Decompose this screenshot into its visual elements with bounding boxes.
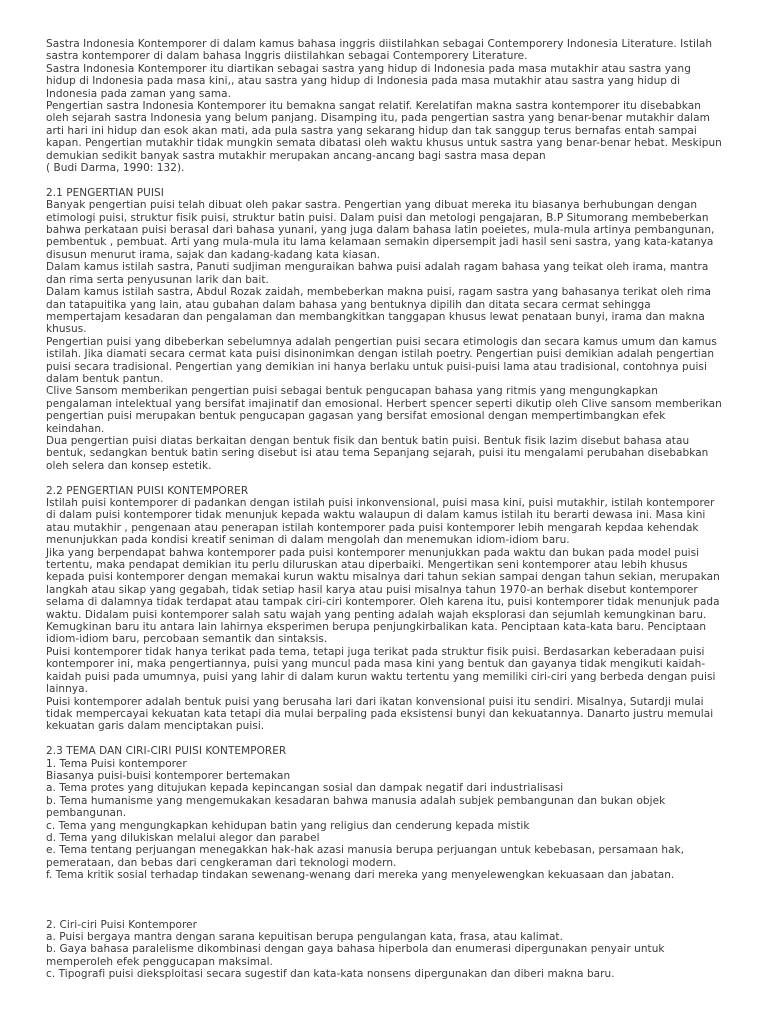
list-item: e. Tema tentang perjuangan menegakkan hak-hak azasi manusia berupa perjuangan untuk kebebasan, persamaan hak, pemerataan, dan bebas dari cengkeraman dari teknologi modern. [46, 844, 685, 869]
spacer [46, 882, 724, 919]
list-item: d. Tema yang dilukiskan melalui alegor dan parabel [46, 831, 320, 844]
section-paragraph: Banyak pengertian puisi telah dibuat oleh pakar sastra. Pengertian yang dibuat mereka itu biasanya berhubungan dengan etimologi puisi, struktur fisik puisi, struktur batin puisi. Dalam puisi dan metologi pengajaran, B.P Situmorang membeberkan bahwa perkataan puisi berasal dari bahasa yunani, yang juga dalam bahasa latin poeietes, mula-mula artinya pembangunan, pembentuk , pembuat. Arti yang mula-mula itu lama kelamaan semakin dipersempit jadi hasil seni sastra, yang kata-katanya disusun menurut irama, sajak dan kadang-kadang kata kiasan. [46, 199, 715, 261]
list-item: c. Tipografi puisi dieksploitasi secara sugestif dan kata-kata nonsens dipergunakan dan diberi makna baru. [46, 968, 615, 981]
intro-paragraph: Sastra Indonesia Kontemporer di dalam kamus bahasa inggris diistilahkan sebagai Contemporery Indonesia Literature. Istilah sastra kontemporer di dalam bahasa Inggris diistilahkan sebagai Contemporery Literature. [46, 38, 713, 63]
section-ciri-ciri [46, 919, 724, 981]
list-item: a. Tema protes yang ditujukan kepada kepincangan sosial dan dampak negatif dari industrialisasi [46, 782, 564, 795]
intro-block [46, 38, 724, 174]
document-page [46, 38, 724, 981]
section-paragraph: Jika yang berpendapat bahwa kontemporer pada puisi kontemporer menunjukkan pada waktu dan bukan pada model puisi tertentu, maka pendapat demikian itu perlu diluruskan atau diperbaiki. Mengertikan seni kontemporer atau lebih khusus kepada puisi kontemporer dengan memakai kurun waktu misalnya dari tahun sekian sampai dengan tahun sekian, merupakan langkah atau sikap yang gegabah, tidak setiap hasil karya atau puisi misalnya tahun 1970-an berhak disebut kontemporer selama di dalamnya tidak terdapat atau tampak ciri-ciri kontemporer. Oleh karena itu, puisi kontemporer tidak menunjuk pada waktu. Didalam puisi kontemporer salah satu wajah yang penting adalah wajah eksplorasi dan sejumlah kemungkinan baru. Kemugkinan baru itu antara lain lahirnya eksperimen berupa penjungkirbalikan kata. Penciptaan kata-kata baru. Penciptaan idiom-idiom baru, percobaan semantik dan sintaksis. [46, 546, 720, 646]
citation: ( Budi Darma, 1990: 132). [46, 162, 185, 175]
section-paragraph: Puisi kontemporer adalah bentuk puisi yang berusaha lari dari ikatan konvensional puisi itu sendiri. Misalnya, Sutardji mulai tidak mempercayai kekuatan kata tetapi dia mulai berpaling pada eksistensi bunyi dan kekuatannya. Danarto justru memulai kekuatan garis dalam menciptakan puisi. [46, 695, 714, 733]
section-paragraph: Dalam kamus istilah sastra, Panuti sudjiman menguraikan bahwa puisi adalah ragam bahasa yang teikat oleh irama, mantra dan rima serta penyusunan larik dan bait. [46, 261, 709, 286]
section-paragraph: Clive Sansom memberikan pengertian puisi sebagai bentuk pengucapan bahasa yang ritmis yang mengungkapkan pengalaman intelektual yang bersifat imajinatif dan emosional. Herbert spencer seperti dikutip oleh Clive sansom memberikan pengertian puisi merupakan bentuk pengucapan gagasan yang bersifat emosional dengan mempertimbangkan efek keindahan. [46, 385, 722, 435]
list-item: Biasanya puisi-buisi kontemporer bertemakan [46, 769, 291, 782]
section-heading-tema-ciri: 2.3 TEMA DAN CIRI-CIRI PUISI KONTEMPORER [46, 745, 287, 758]
section-paragraph: Dalam kamus istilah sastra, Abdul Rozak zaidah, membeberkan makna puisi, ragam sastra yang bahasanya terikat oleh rima dan tatapuitika yang lain, atau gubahan dalam bahasa yang bentuknya dipilih dan ditata secara cermat sehingga mempertajam kesadaran dan pengalaman dan membangkitkan tanggapan khusus lewat penataan bunyi, irama dan makna khusus. [46, 286, 711, 336]
section-heading-puisi-kontemporer: 2.2 PENGERTIAN PUISI KONTEMPORER [46, 484, 249, 497]
section-puisi-kontemporer [46, 497, 724, 733]
section-tema [46, 758, 724, 882]
section-paragraph: Puisi kontemporer tidak hanya terikat pada tema, tetapi juga terikat pada struktur fisik puisi. Berdasarkan keberadaan puisi kontemporer ini, maka pengertiannya, puisi yang muncul pada masa kini yang bentuk dan gayanya tidak mengikuti kaidah-kaidah puisi pada umumnya, puisi yang lahir di dalam kurun waktu tertentu yang memiliki ciri-ciri yang berbeda dengan puisi lainnya. [46, 645, 716, 696]
section-pengertian-puisi [46, 199, 724, 472]
list-item: 2. Ciri-ciri Puisi Kontemporer [46, 918, 198, 931]
intro-paragraph: Pengertian sastra Indonesia Kontemporer itu bemakna sangat relatif. Kerelatifan makna sastra kontemporer itu disebabkan oleh sejarah sastra Indonesia yang belum panjang. Disamping itu, pada pengertian sastra yang benar-benar mutakhir dalam arti hari ini hidup dan esok akan mati, ada pula sastra yang sekarang hidup dan tak sanggup terus bernafas entah sampai kapan. Pengertian mutakhir tidak mungkin semata dibatasi oleh waktu khusus untuk sastra yang benar-benar hebat. Meskipun demukian sedikit banyak sastra mutakhir merupakan ancang-ancang bagi sastra masa depan [46, 100, 722, 162]
list-item: a. Puisi bergaya mantra dengan sarana kepuitisan berupa pengulangan kata, frasa, atau kalimat. [46, 930, 563, 943]
intro-paragraph: Sastra Indonesia Kontemporer itu diartikan sebagai sastra yang hidup di Indonesia pada masa mutakhir atau sastra yang hidup di Indonesia pada masa kini,, atau sastra yang hidup di Indonesia pada masa mutakhir atau sastra yang hidup di Indonesia pada zaman yang sama. [46, 62, 691, 100]
list-item: 1. Tema Puisi kontemporer [46, 757, 187, 770]
section-paragraph: Dua pengertian puisi diatas berkaitan dengan bentuk fisik dan bentuk batin puisi. Bentuk fisik lazim disebut bahasa atau bentuk, sedangkan bentuk batin sering disebut isi atau tema Sepanjang sejarah, puisi itu mengalami perubahan disebabkan oleh selera dan konsep estetik. [46, 434, 709, 472]
list-item: b. Tema humanisme yang mengemukakan kesadaran bahwa manusia adalah subjek pembangunan dan bukan objek pembangunan. [46, 794, 666, 820]
section-paragraph: Pengertian puisi yang dibeberkan sebelumnya adalah pengertian puisi secara etimologis dan secara kamus umum dan kamus istilah. Jika diamati secara cermat kata puisi disinonimkan dengan istilah poetry. Pengertian puisi demikian adalah pengertian puisi secara tradisional. Pengertian yang demikian ini hanya berlaku untuk puisi-puisi lama atau tradisional, contohnya puisi dalam bentuk pantun. [46, 335, 717, 385]
list-item: f. Tema kritik sosial terhadap tindakan sewenang-wenang dari mereka yang menyelewengkan kekuasaan dan jabatan. [46, 869, 675, 882]
list-item: c. Tema yang mengungkapkan kehidupan batin yang religius dan cenderung kepada mistik [46, 819, 530, 832]
section-paragraph: Istilah puisi kontemporer di padankan dengan istilah puisi inkonvensional, puisi masa kini, puisi mutakhir, istilah kontemporer di dalam puisi kontemporer tidak menunjuk kepada waktu walaupun di dalam kamus istilah itu berarti dewasa ini. Masa kini atau mutakhir , pengenaan atau penerapan istilah kontemporer pada puisi kontemporer lebih mengarah kepdaa kehendak menunjukkan pada kondisi kreatif seniman di dalam mengolah dan menemukan idiom-idiom baru. [46, 497, 715, 547]
section-heading-pengertian-puisi: 2.1 PENGERTIAN PUISI [46, 186, 164, 199]
list-item: b. Gaya bahasa paralelisme dikombinasi dengan gaya bahasa hiperbola dan enumerasi dipergunakan penyair untuk memperoleh efek penggucapan maksimal. [46, 943, 665, 968]
